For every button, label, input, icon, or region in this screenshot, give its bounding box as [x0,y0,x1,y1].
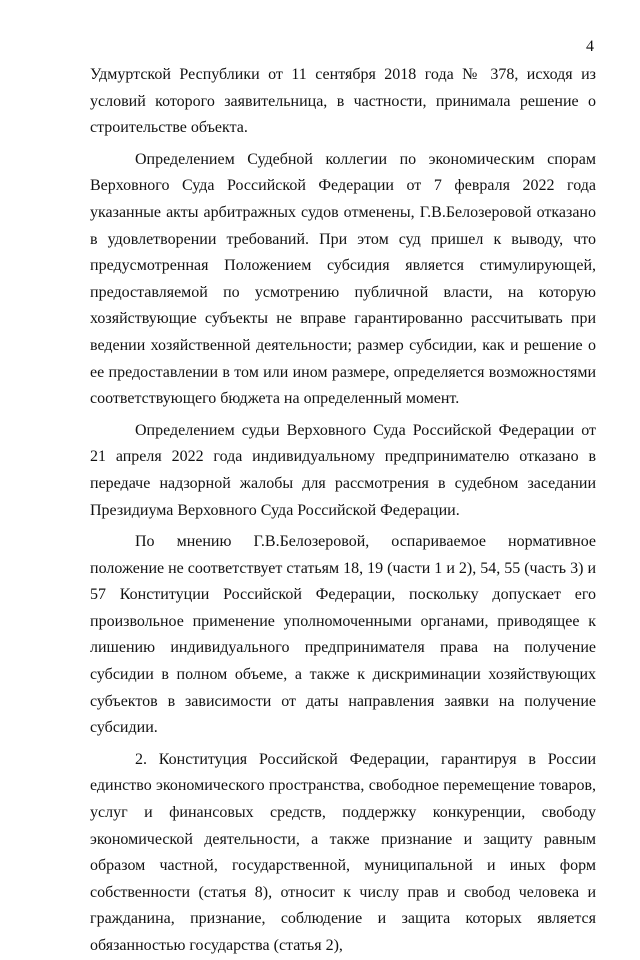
paragraph-supreme-court-refusal: Определением судьи Верховного Суда Российской Федерации от 21 апреля 2022 года индивидуальному предпринимателю отказано в передаче надзорной жалобы для рассмотрения в судебном заседании Президиума Верховного Суда Российской Федерации. [90,421,596,519]
paragraph-constitution-section-2: 2. Конституция Российской Федерации, гарантируя в России единство экономического пространства, свободное перемещение товаров, услуг и финансовых средств, поддержку конкуренции, свободу экономической деятельности, а также признание и защиту равным образом частной, государственной, муниципальной и иных форм собственности (статья 8), относит к числу прав и свобод человека и гражданина, признание, соблюдение и защита которых является обязанностью государства (статья 2), [90,750,596,954]
paragraph-applicant-opinion: По мнению Г.В.Белозеровой, оспариваемое нормативное положение не соответствует статьям 18, 19 (части 1 и 2), 54, 55 (часть 3) и 57 Конституции Российской Федерации, поскольку допускает его произвольное применение уполномоченными органами, приводящее к лишению индивидуального предпринимателя права на получение субсидии в полном объеме, а также к дискриминации хозяйствующих субъектов в зависимости от даты направления заявки на получение субсидии. [90,533,596,737]
document-body [90,62,596,960]
page-number: 4 [586,38,594,55]
paragraph-continuation: Удмуртской Республики от 11 сентября 2018 года № 378, исходя из условий которого заявительница, в частности, принимала решение о строительстве объекта. [90,66,596,137]
paragraph-judicial-ruling: Определением Судебной коллегии по экономическим спорам Верховного Суда Российской Федерации от 7 февраля 2022 года указанные акты арбитражных судов отменены, Г.В.Белозеровой отказано в удовлетворении требований. При этом суд пришел к выводу, что предусмотренная Положением субсидия является стимулирующей, предоставляемой по усмотрению публичной власти, на которую хозяйствующие субъекты не вправе гарантированно рассчитывать при ведении хозяйственной деятельности; размер субсидии, как и решение о ее предоставлении в том или ином размере, определяется возможностями соответствующего бюджета на определенный момент. [90,150,596,408]
